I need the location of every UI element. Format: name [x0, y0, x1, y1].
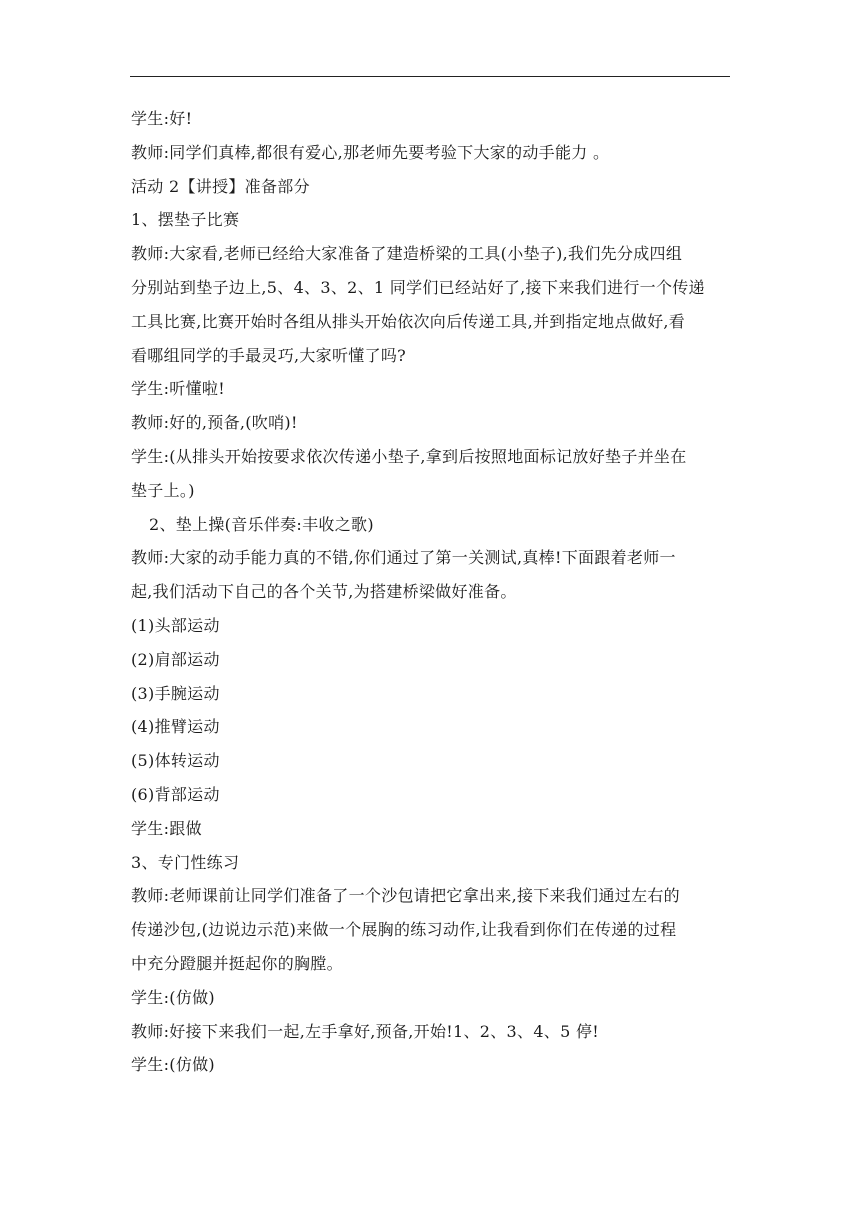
dialogue-teacher: 教师:好的,预备,(吹哨)! — [131, 413, 298, 433]
paragraph-line: 中充分蹬腿并挺起你的胸膛。 — [131, 953, 343, 973]
paragraph-line: 垫子上。) — [131, 480, 195, 500]
list-item: (2)肩部运动 — [131, 649, 220, 669]
paragraph-line: 学生:(从排头开始按要求依次传递小垫子,拿到后按照地面标记放好垫子并坐在 — [131, 446, 687, 466]
paragraph-student-action — [131, 440, 731, 508]
paragraph-line: 教师:大家看,老师已经给大家准备了建造桥梁的工具(小垫子),我们先分成四组 — [131, 244, 683, 264]
dialogue-student: 学生:跟做 — [131, 818, 202, 838]
dialogue-student: 学生:(仿做) — [131, 987, 215, 1007]
paragraph-teacher-instructions — [131, 237, 731, 372]
dialogue-teacher: 教师:同学们真棒,都很有爱心,那老师先要考验下大家的动手能力 。 — [131, 142, 610, 162]
list-item: (5)体转运动 — [131, 751, 220, 771]
paragraph-line: 看哪组同学的手最灵巧,大家听懂了吗? — [131, 345, 407, 365]
list-item: (6)背部运动 — [131, 784, 220, 804]
dialogue-student: 学生:(仿做) — [131, 1055, 215, 1075]
dialogue-student: 学生:好! — [131, 109, 193, 128]
paragraph-line: 分别站到垫子边上,5、4、3、2、1 同学们已经站好了,接下来我们进行一个传递 — [131, 277, 705, 297]
paragraph-line: 教师:大家的动手能力真的不错,你们通过了第一关测试,真棒!下面跟着老师一 — [131, 548, 676, 568]
section-heading-3: 3、专门性练习 — [131, 852, 240, 872]
list-item: (4)推臂运动 — [131, 717, 220, 737]
section-heading-2: 2、垫上操(音乐伴奏:丰收之歌) — [149, 514, 374, 534]
paragraph-line: 传递沙包,(边说边示范)来做一个展胸的练习动作,让我看到你们在传递的过程 — [131, 920, 677, 940]
list-item: (3)手腕运动 — [131, 683, 220, 703]
paragraph-line: 工具比赛,比赛开始时各组从排头开始依次向后传递工具,并到指定地点做好,看 — [131, 311, 686, 331]
paragraph-line: 起,我们活动下自己的各个关节,为搭建桥梁做好准备。 — [131, 582, 517, 602]
header-rule — [130, 76, 730, 77]
section-heading-1: 1、摆垫子比赛 — [131, 210, 240, 230]
paragraph-teacher-warmup — [131, 541, 731, 609]
dialogue-student: 学生:听懂啦! — [131, 379, 225, 399]
activity-heading: 活动 2【讲授】准备部分 — [131, 176, 310, 196]
paragraph-teacher-practice — [131, 879, 731, 980]
list-item: (1)头部运动 — [131, 615, 220, 635]
exercise-list — [131, 609, 731, 812]
document-body — [131, 102, 731, 1082]
paragraph-line: 教师:老师课前让同学们准备了一个沙包请把它拿出来,接下来我们通过左右的 — [131, 886, 680, 906]
dialogue-teacher: 教师:好接下来我们一起,左手拿好,预备,开始!1、2、3、4、5 停! — [131, 1021, 599, 1041]
